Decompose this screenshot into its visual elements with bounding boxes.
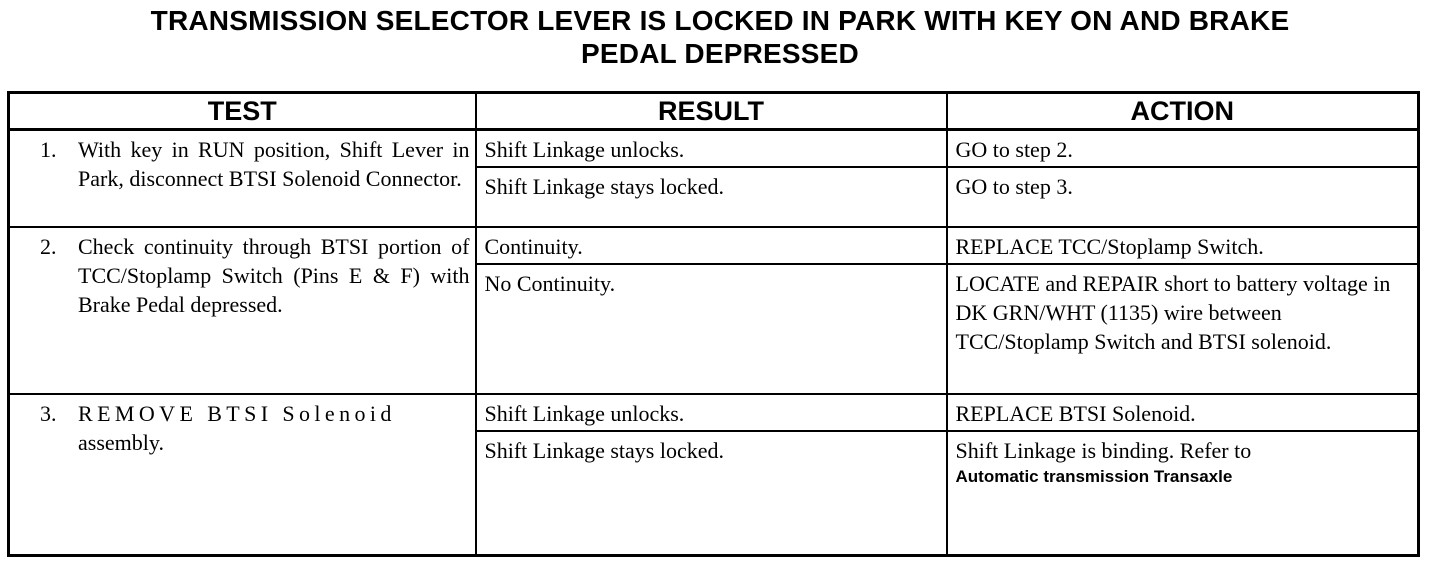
header-action: ACTION bbox=[947, 93, 1419, 130]
result-cell: Shift Linkage stays locked. bbox=[476, 431, 947, 555]
table-row bbox=[9, 394, 1419, 431]
result-cell: No Continuity. bbox=[476, 264, 947, 394]
page-title bbox=[0, 4, 1440, 70]
result-cell: Shift Linkage unlocks. bbox=[476, 130, 947, 168]
action-cell: REPLACE TCC/Stoplamp Switch. bbox=[947, 227, 1419, 264]
test-cell-step-3 bbox=[9, 394, 476, 555]
header-test: TEST bbox=[9, 93, 476, 130]
test-cell-step-2 bbox=[9, 227, 476, 394]
manual-reference: Automatic transmission Transaxle bbox=[955, 467, 1233, 486]
action-cell bbox=[947, 431, 1419, 555]
title-line-2: PEDAL DEPRESSED bbox=[581, 38, 859, 69]
action-cell: GO to step 3. bbox=[947, 167, 1419, 227]
step-number: 1. bbox=[40, 137, 57, 162]
test-text: With key in RUN position, Shift Lever in Park, disconnect BTSI Solenoid Connector. bbox=[78, 137, 470, 191]
header-result: RESULT bbox=[476, 93, 947, 130]
table-header-row bbox=[9, 93, 1419, 130]
action-text: Shift Linkage is binding. Refer to bbox=[955, 438, 1252, 463]
result-cell: Shift Linkage stays locked. bbox=[476, 167, 947, 227]
action-cell: LOCATE and REPAIR short to battery voltage in DK GRN/WHT (1135) wire between TCC/Stoplamp Switch and BTSI solenoid. bbox=[947, 264, 1419, 394]
test-text-rest: assembly. bbox=[78, 430, 164, 455]
action-cell: GO to step 2. bbox=[947, 130, 1419, 168]
action-cell: REPLACE BTSI Solenoid. bbox=[947, 394, 1419, 431]
step-number: 2. bbox=[40, 234, 57, 259]
test-text-spaced: REMOVE BTSI Solenoid bbox=[78, 401, 396, 426]
table-row bbox=[9, 130, 1419, 168]
step-number: 3. bbox=[40, 401, 57, 426]
test-cell-step-1 bbox=[9, 130, 476, 228]
diagnostic-table bbox=[7, 91, 1420, 557]
result-cell: Continuity. bbox=[476, 227, 947, 264]
title-line-1: TRANSMISSION SELECTOR LEVER IS LOCKED IN PARK WITH KEY ON AND BRAKE bbox=[150, 5, 1290, 36]
result-cell: Shift Linkage unlocks. bbox=[476, 394, 947, 431]
test-text: Check continuity through BTSI portion of TCC/Stoplamp Switch (Pins E & F) with Brake Pedal depressed. bbox=[78, 234, 470, 317]
table-row bbox=[9, 227, 1419, 264]
